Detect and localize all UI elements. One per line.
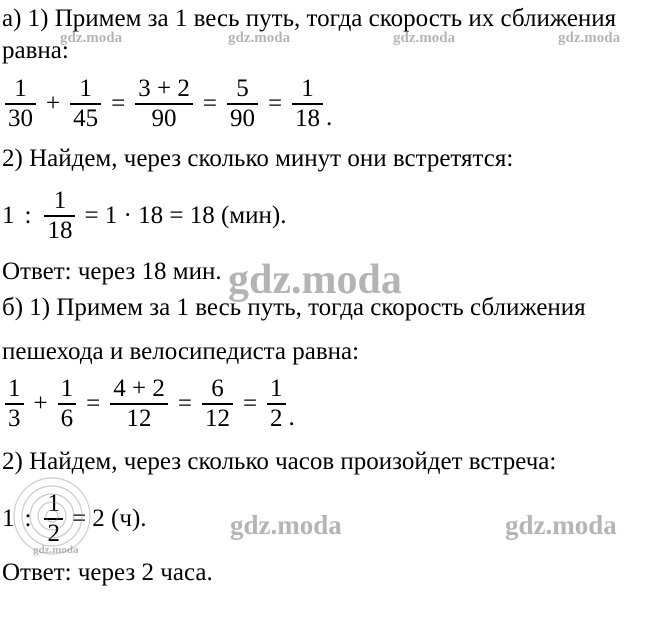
period: . bbox=[288, 404, 295, 431]
part-b-equation-2 bbox=[2, 487, 147, 551]
watermark: gdz.moda bbox=[60, 30, 123, 46]
watermark: gdz.moda bbox=[393, 30, 456, 46]
fraction: $\frac{5}{90}$ bbox=[227, 75, 258, 133]
watermark: gdz.moda bbox=[505, 510, 617, 540]
period: . bbox=[326, 104, 333, 131]
fraction: $\frac{1}{30}$ bbox=[5, 75, 36, 133]
watermark: gdz.moda bbox=[228, 30, 291, 46]
part-b-step2-text: 2) Найдем, через сколько часов произойдет встреча: bbox=[2, 448, 557, 475]
fraction: $\frac{3 + 2}{90}$ bbox=[135, 75, 193, 133]
part-a-equation-2 bbox=[2, 184, 286, 248]
part-b-equation-1 bbox=[2, 372, 295, 436]
operator: = bbox=[202, 90, 217, 117]
part-a-step1-text: а) 1) Примем за 1 весь путь, тогда скорость их сближения bbox=[2, 5, 617, 32]
operator: = bbox=[111, 90, 126, 117]
part-a-equation-1 bbox=[2, 72, 332, 136]
part-a-step1-text-cont: равна: bbox=[2, 37, 69, 64]
operator: : bbox=[24, 202, 32, 229]
fraction: $\frac{1}{2}$ bbox=[267, 375, 286, 433]
part-b-step1-text: б) 1) Примем за 1 весь путь, тогда скорость сближения bbox=[2, 294, 586, 321]
operator: = bbox=[86, 390, 101, 417]
fraction: $\frac{1}{6}$ bbox=[58, 375, 77, 433]
equation-rest: = 2 (ч). bbox=[71, 505, 147, 532]
fraction: $\frac{6}{12}$ bbox=[202, 375, 233, 433]
fraction: $\frac{1}{2}$ bbox=[44, 490, 63, 548]
fraction: $\frac{1}{18}$ bbox=[292, 75, 323, 133]
watermark: gdz.moda bbox=[230, 510, 342, 540]
watermark-small-text: gdz.moda bbox=[33, 544, 79, 556]
fraction: $\frac{4 + 2}{12}$ bbox=[110, 375, 168, 433]
operator: : bbox=[24, 505, 32, 532]
operator: + bbox=[46, 90, 61, 117]
fraction: $\frac{1}{18}$ bbox=[44, 187, 75, 245]
number: 1 bbox=[2, 202, 15, 229]
number: 1 bbox=[2, 505, 15, 532]
operator: = bbox=[177, 390, 192, 417]
fraction: $\frac{1}{3}$ bbox=[5, 375, 24, 433]
operator: + bbox=[33, 390, 48, 417]
part-b-step1-text-cont: пешехода и велосипедиста равна: bbox=[2, 338, 360, 365]
operator: = bbox=[242, 390, 258, 417]
equation-rest: = 1 · 18 = 18 (мин). bbox=[84, 202, 287, 229]
operator: = bbox=[267, 90, 283, 117]
fraction: $\frac{1}{45}$ bbox=[70, 75, 101, 133]
part-a-step2-text: 2) Найдем, через сколько минут они встретятся: bbox=[2, 145, 514, 172]
watermark-large: gdz.moda bbox=[228, 257, 402, 303]
watermark: gdz.moda bbox=[558, 30, 621, 46]
part-a-answer: Ответ: через 18 мин. bbox=[2, 258, 222, 285]
part-b-answer: Ответ: через 2 часа. bbox=[2, 559, 213, 586]
